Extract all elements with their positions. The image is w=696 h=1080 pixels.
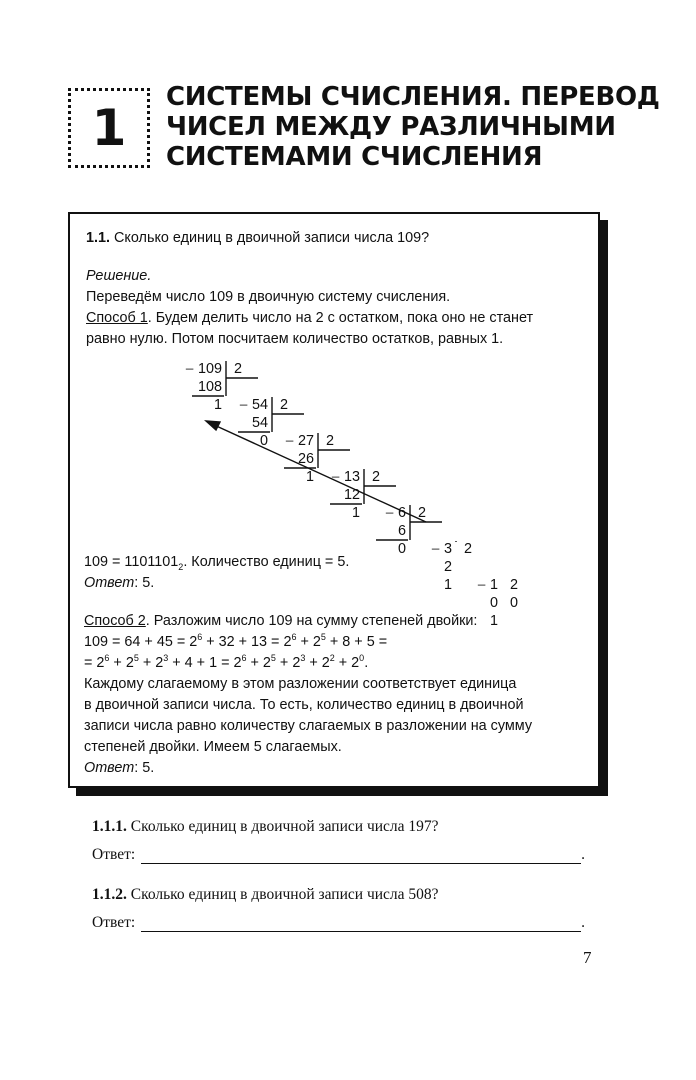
answer-blank-line[interactable] <box>141 849 581 864</box>
subtrahend: 54 <box>251 415 268 431</box>
eq-part: + 4 + 1 = 2 <box>168 655 242 671</box>
answer-value: : 5. <box>134 575 155 591</box>
task-number: 1.1. <box>86 230 111 246</box>
eq-exp: 6 <box>241 653 247 664</box>
exercise-number: 1.1.2. <box>92 886 127 903</box>
result-number: 109 = 1101101 <box>84 554 179 570</box>
subtrahend: 2 <box>443 559 452 575</box>
eq-exp: 6 <box>197 632 203 643</box>
remainder: 0 <box>397 541 406 557</box>
chapter-title <box>166 82 660 172</box>
eq-exp: 6 <box>104 653 110 664</box>
explanation-line: Каждому слагаемому в этом разложении соответствует единица <box>84 676 517 692</box>
method1-label: Способ 1 <box>86 310 148 326</box>
chapter-number: 1 <box>68 88 150 168</box>
dividend: 3 <box>443 541 452 557</box>
minus-sign: _ <box>186 355 194 370</box>
result-count: . Количество единиц = 5. <box>183 554 350 570</box>
divisor: 2 <box>280 397 289 413</box>
dividend: 109 <box>197 361 222 377</box>
solution-intro: Переведём число 109 в двоичную систему счисления. <box>86 289 451 305</box>
eq-part: + 2 <box>246 655 271 671</box>
explanation-line: в двоичной записи числа. То есть, количество единиц в двоичной <box>84 697 524 713</box>
eq-part: = 2 <box>84 655 105 671</box>
dividend: 6 <box>397 505 406 521</box>
answer-blank-line[interactable] <box>141 917 581 932</box>
equation-1 <box>84 632 584 653</box>
remainder: 0 <box>259 433 268 449</box>
chapter-title-line: СИСТЕМЫ СЧИСЛЕНИЯ. ПЕРЕВОД <box>166 82 660 112</box>
exercise-1 <box>92 818 439 836</box>
subtrahend: 108 <box>197 379 222 395</box>
example-content <box>86 228 590 350</box>
minus-sign: _ <box>286 427 294 442</box>
method1-text: . Будем делить число на 2 с остатком, пока оно не станет <box>147 310 534 326</box>
method1-line <box>86 308 590 329</box>
eq-part: + 2 <box>109 655 134 671</box>
method2-line <box>84 611 584 632</box>
minus-sign: _ <box>478 571 486 586</box>
eq-part: + 2 <box>275 655 301 671</box>
eq-exp: 5 <box>270 653 276 664</box>
chapter-title-line: СИСТЕМАМИ СЧИСЛЕНИЯ <box>166 142 543 172</box>
answer-2 <box>84 758 584 779</box>
divisor: 2 <box>510 577 519 593</box>
quotient: 0 <box>510 595 519 611</box>
subtrahend: 12 <box>343 487 360 503</box>
result-base: 2 <box>178 561 184 572</box>
exercise-text: Сколько единиц в двоичной записи числа 508? <box>126 886 439 903</box>
dividend: 27 <box>297 433 314 449</box>
eq-part: + 2 <box>305 655 330 671</box>
answer-label: Ответ <box>84 575 135 591</box>
eq-part: 109 = 64 + 45 = 2 <box>84 634 198 650</box>
eq-part: + 2 <box>296 634 321 650</box>
answer-label: Ответ <box>84 760 135 776</box>
exercise-2 <box>92 886 439 904</box>
chapter-title-line: ЧИСЕЛ МЕЖДУ РАЗЛИЧНЫМИ <box>166 112 616 142</box>
result-line <box>84 552 584 573</box>
subtrahend: 0 <box>489 595 498 611</box>
method1-line-2: равно нулю. Потом посчитаем количество остатков, равных 1. <box>86 331 504 347</box>
exercise-1-answer[interactable] <box>92 846 585 864</box>
exercise-text: Сколько единиц в двоичной записи числа 197? <box>126 818 439 835</box>
divisor: 2 <box>464 541 473 557</box>
exercise-number: 1.1.1. <box>92 818 127 835</box>
remainder: 1 <box>351 505 360 521</box>
dividend: 1 <box>489 577 498 593</box>
explanation-line: степеней двойки. Имеем 5 слагаемых. <box>84 739 342 755</box>
exercise-2-answer[interactable] <box>92 914 585 932</box>
method2-label: Способ 2 <box>84 613 146 629</box>
eq-part: . <box>364 655 369 671</box>
minus-sign: _ <box>240 391 248 406</box>
minus-sign: _ <box>332 463 340 478</box>
method2-text: . Разложим число 109 на сумму степеней двойки: <box>145 613 478 629</box>
answer-label: Ответ: <box>92 914 136 931</box>
equation-2 <box>84 653 584 674</box>
eq-exp: 3 <box>300 653 306 664</box>
task-text: Сколько единиц в двоичной записи числа 109? <box>110 230 430 246</box>
dividend: 54 <box>251 397 268 413</box>
divisor: 2 <box>418 505 427 521</box>
remainder: 1 <box>213 397 222 413</box>
explanation-line: записи числа равно количеству слагаемых в разложении на сумму <box>84 718 533 734</box>
minus-sign: _ <box>386 499 394 514</box>
divisor: 2 <box>372 469 381 485</box>
solution-label: Решение. <box>86 268 152 284</box>
lower-content <box>84 552 584 779</box>
arrow-head <box>206 421 220 430</box>
answer-label: Ответ: <box>92 846 136 863</box>
eq-part: + 8 + 5 = <box>325 634 388 650</box>
page-number: 7 <box>583 948 592 967</box>
eq-exp: 2 <box>329 653 335 664</box>
subtrahend: 6 <box>397 523 406 539</box>
answer-value: : 5. <box>134 760 155 776</box>
answer-period: . <box>581 914 586 931</box>
eq-exp: 6 <box>291 632 297 643</box>
remainder: 1 <box>305 469 314 485</box>
eq-part: + 32 + 13 = 2 <box>202 634 292 650</box>
divisor: 2 <box>234 361 243 377</box>
eq-part: + 2 <box>334 655 360 671</box>
eq-part: + 2 <box>138 655 164 671</box>
eq-exp: 5 <box>133 653 139 664</box>
answer-1 <box>84 573 584 594</box>
subtrahend: 26 <box>297 451 314 467</box>
minus-sign: _ <box>432 535 440 550</box>
divisor: 2 <box>326 433 335 449</box>
answer-period: . <box>581 846 586 863</box>
remainder: 1 <box>443 577 452 593</box>
eq-exp: 0 <box>359 653 365 664</box>
eq-exp: 3 <box>163 653 169 664</box>
remainder: 1 <box>489 613 498 629</box>
task-statement <box>86 228 590 249</box>
dividend: 13 <box>343 469 360 485</box>
eq-exp: 5 <box>320 632 326 643</box>
